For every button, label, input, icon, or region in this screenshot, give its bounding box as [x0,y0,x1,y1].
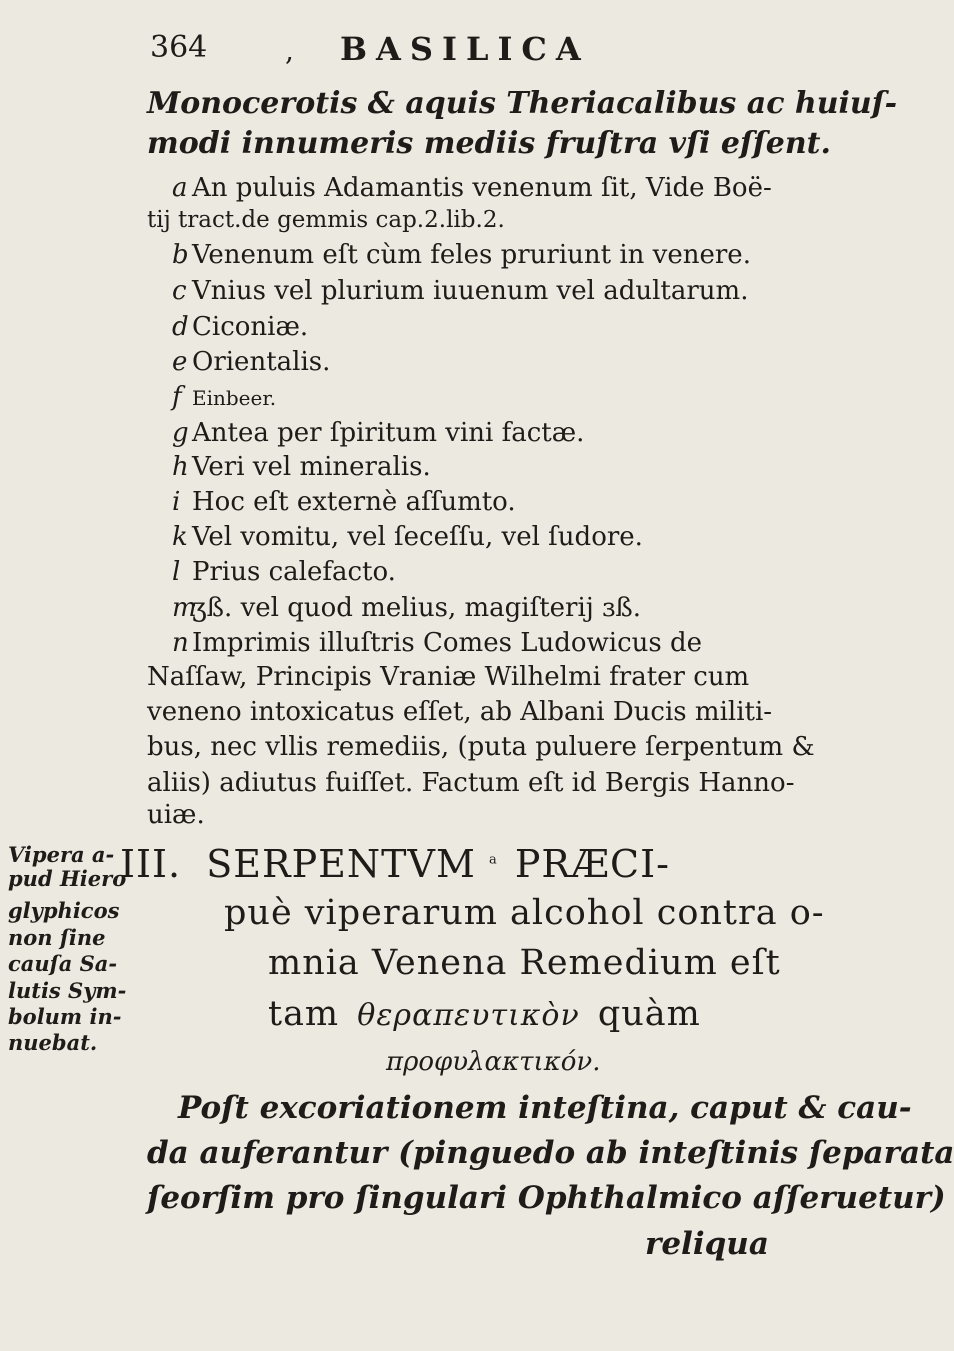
note-letter: g [172,418,189,448]
note-letter: f [172,382,182,412]
title-line-2: modi innumeris mediis fruſtra vſi eſſent. [147,126,831,161]
margin-note-line: pud Hiero [8,866,127,891]
note-n-line-2: Naſſaw, Principis Vraniæ Wilhelmi frater cum [147,662,750,692]
running-head: BASILICA [340,30,590,68]
note-text: Vel vomitu, vel ſeceſſu, vel ſudore. [192,522,643,552]
margin-note-line: lutis Sym- [8,978,127,1003]
title-line-1: Monocerotis & aquis Theriacalibus ac huiuſ- [147,86,898,121]
note-text: Einbeer. [192,386,277,410]
note-n-line-3: veneno intoxicatus eſſet, ab Albani Ducis militi- [147,697,773,727]
note-e [172,347,330,377]
note-text: Venenum eſt cùm feles pruriunt in venere. [192,240,751,270]
section-line-4 [268,994,701,1034]
section-line-2: puè viperarum alcohol contra o- [224,893,825,933]
note-m [172,593,641,623]
note-b [172,240,751,270]
note-g [172,418,584,448]
margin-note-line: bolum in- [8,1004,122,1029]
section-heading [120,842,670,886]
note-text: Vnius vel plurium iuuenum vel adultarum. [192,276,749,306]
note-letter: m [172,593,197,623]
note-text: Ciconiæ. [192,312,309,342]
note-text: An puluis Adamantis venenum ſit, Vide Boë- [192,173,772,203]
note-n-line-5: aliis) adiutus fuiſſet. Factum eſt id Bergis Hanno- [147,768,795,798]
note-l [172,557,396,587]
note-n-line-6: uiæ. [147,800,205,830]
note-text: Antea per ſpiritum vini factæ. [192,418,585,448]
greek-line: προφυλακτικόν. [386,1047,601,1077]
margin-note-line: cauſa Sa- [8,951,118,976]
margin-note-line: non ſine [8,925,106,950]
page-number: 364 [150,30,208,65]
margin-note-line: nuebat. [8,1030,98,1055]
margin-note-line: glyphicos [8,898,120,923]
note-letter: n [172,628,189,658]
note-letter: c [172,276,187,306]
note-text: Imprimis illuſtris Comes Ludowicus de [192,628,703,658]
note-i [172,487,516,517]
note-letter: k [172,522,188,552]
note-letter: l [172,557,181,587]
note-h [172,452,431,482]
final-line-4: reliqua [645,1226,769,1262]
greek-word: θεραπευτικὸν [357,998,580,1033]
note-n [172,628,702,658]
section-title: SERPENTVM [206,842,476,886]
note-d [172,312,308,342]
note-letter: a [172,173,188,203]
section-line-4-start: tam [268,994,340,1034]
section-line-4-end: quàm [597,994,701,1034]
final-line-2: da auferantur (pinguedo ab inteſtinis ſeparata [147,1135,954,1171]
note-letter: b [172,240,189,270]
note-k [172,522,643,552]
note-text: Hoc eſt externè aſſumto. [192,487,516,517]
note-text: Prius calefacto. [192,557,396,587]
note-letter: e [172,347,188,377]
section-line-3: mnia Venena Remedium eſt [268,943,781,983]
note-a [172,173,772,203]
note-n-line-4: bus, nec vllis remediis, (puta puluere ſerpentum & [147,732,815,762]
running-head-mark: , [285,34,294,67]
note-letter: d [172,312,189,342]
section-title-end: PRÆCI- [514,842,670,886]
note-letter: i [172,487,181,517]
note-f [172,382,276,412]
final-line-1: Poſt excoriationem inteſtina, caput & cau- [178,1090,912,1126]
note-text: Veri vel mineralis. [192,452,431,482]
margin-note-line: Vipera a- [8,842,115,867]
note-a-continued: tij tract.de gemmis cap.2.lib.2. [147,207,505,233]
final-line-3: ſeorſim pro ſingulari Ophthalmico aſſeruetur) [147,1180,946,1216]
footnote-marker: a [488,852,498,868]
note-c [172,276,748,306]
note-text: ʒß. vel quod melius, magiſterij ɜß. [192,593,641,623]
note-text: Orientalis. [192,347,331,377]
section-number: III. [120,842,182,886]
note-letter: h [172,452,189,482]
